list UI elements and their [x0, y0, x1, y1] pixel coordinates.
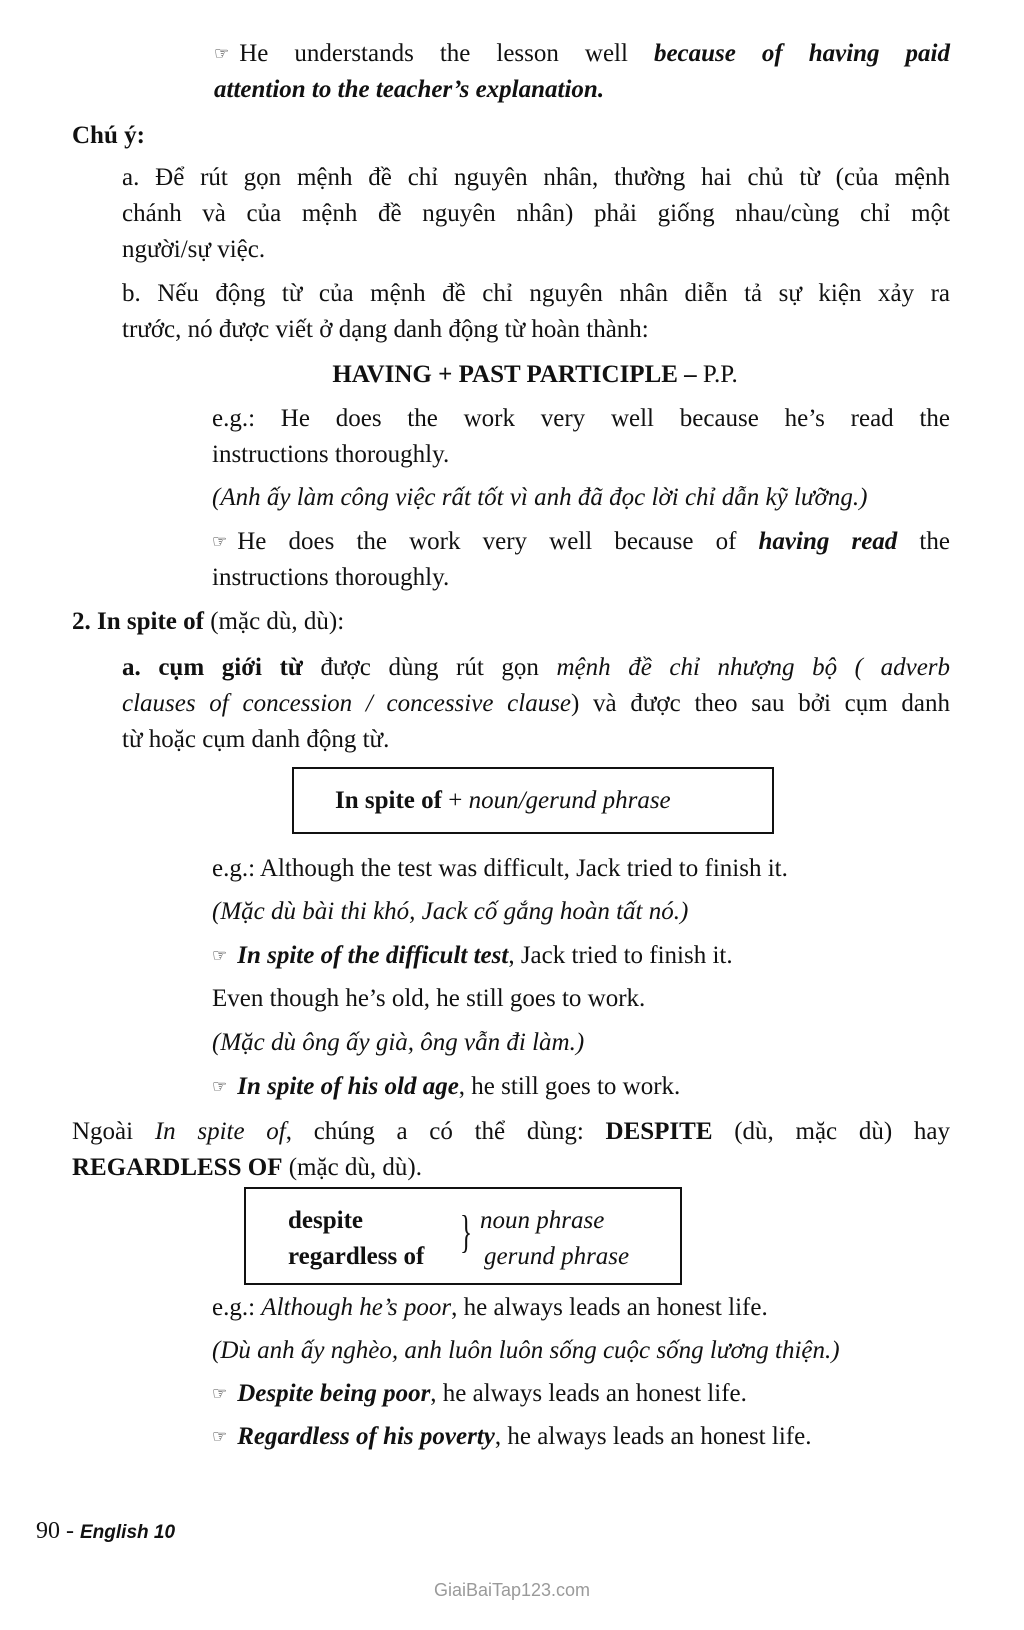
example-line: e.g.: He does the work very well because he’s read the: [212, 405, 950, 432]
section-line: clauses of concession / concessive clause) và được theo sau bởi cụm danh: [122, 690, 950, 717]
example-line: ☞ In spite of his old age, he still goes to work.: [212, 1069, 680, 1105]
page-number: 90: [36, 1518, 60, 1544]
example-line: ☞ Despite being poor, he always leads an honest life.: [212, 1376, 747, 1412]
page-footer: 90 - English 10: [36, 1518, 176, 1544]
note-line: b. Nếu động từ của mệnh đề chỉ nguyên nhân diễn tả sự kiện xảy ra: [122, 280, 950, 307]
example-line: ☞ He understands the lesson well because of having paid: [214, 36, 950, 72]
formula-box: [244, 1187, 682, 1285]
formula-box-phrase: gerund phrase: [484, 1243, 630, 1270]
translation-line: (Mặc dù ông ấy già, ông vẫn đi làm.): [212, 1029, 585, 1056]
example-line: attention to the teacher’s explanation.: [214, 76, 605, 103]
example-line: Even though he’s old, he still goes to work.: [212, 985, 646, 1012]
section-line: từ hoặc cụm danh động từ.: [122, 726, 390, 753]
formula-box-word: regardless of: [288, 1243, 425, 1270]
pointing-hand-icon: ☞: [212, 946, 228, 965]
example-line: e.g.: Although the test was difficult, Jack tried to finish it.: [212, 855, 788, 882]
example-line: e.g.: Although he’s poor, he always leads an honest life.: [212, 1294, 768, 1321]
formula-box-word: despite: [288, 1207, 363, 1234]
translation-line: (Dù anh ấy nghèo, anh luôn luôn sống cuộc sống lương thiện.): [212, 1337, 840, 1364]
note-line: người/sự việc.: [122, 236, 266, 263]
note-line: trước, nó được viết ở dạng danh động từ hoàn thành:: [122, 316, 649, 343]
example-line: ☞ In spite of the difficult test, Jack tried to finish it.: [212, 938, 733, 974]
pointing-hand-icon: ☞: [214, 44, 230, 63]
pointing-hand-icon: ☞: [212, 1384, 228, 1403]
example-line: ☞ Regardless of his poverty, he always leads an honest life.: [212, 1419, 811, 1455]
example-line: ☞ He does the work very well because of having read the: [212, 524, 950, 560]
note-line: a. Để rút gọn mệnh đề chỉ nguyên nhân, thường hai chủ từ (của mệnh: [122, 164, 950, 191]
translation-line: (Mặc dù bài thi khó, Jack cố gắng hoàn tất nó.): [212, 898, 689, 925]
note-line: chánh và của mệnh đề nguyên nhân) phải giống nhau/cùng chỉ một: [122, 200, 950, 227]
book-title: English 10: [80, 1522, 176, 1543]
example-line: instructions thoroughly.: [212, 441, 450, 468]
formula: HAVING + PAST PARTICIPLE – P.P.: [332, 361, 738, 388]
paragraph-line: Ngoài In spite of, chúng a có thể dùng: DESPITE (dù, mặc dù) hay: [72, 1118, 950, 1145]
translation-line: (Anh ấy làm công việc rất tốt vì anh đã đọc lời chỉ dẫn kỹ lưỡng.): [212, 484, 868, 511]
pointing-hand-icon: ☞: [212, 1077, 228, 1096]
formula-box-text: In spite of + noun/gerund phrase: [335, 787, 671, 814]
formula-box-phrase: noun phrase: [480, 1207, 605, 1234]
pointing-hand-icon: ☞: [212, 1427, 228, 1446]
example-line: instructions thoroughly.: [212, 564, 450, 591]
section-line: a. cụm giới từ được dùng rút gọn mệnh đề chỉ nhượng bộ ( adverb: [122, 654, 951, 681]
pointing-hand-icon: ☞: [212, 532, 228, 551]
formula-box: [292, 767, 774, 834]
section-heading: 2. In spite of (mặc dù, dù):: [72, 608, 345, 635]
paragraph-line: REGARDLESS OF (mặc dù, dù).: [72, 1154, 423, 1181]
note-heading: Chú ý:: [72, 122, 145, 149]
watermark: GiaiBaiTap123.com: [433, 1580, 591, 1600]
brace-icon: }: [460, 1206, 473, 1257]
